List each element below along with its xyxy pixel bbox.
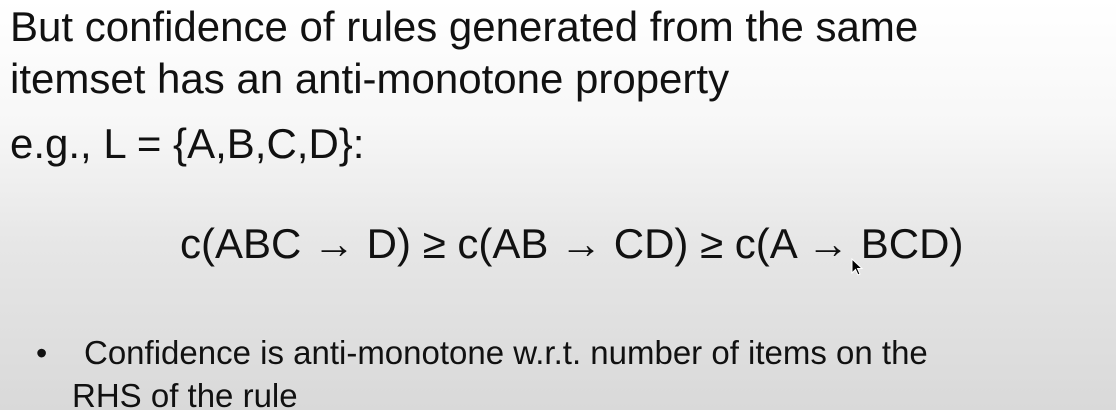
example-itemset: e.g., L = {A,B,C,D}:: [10, 120, 365, 167]
mouse-pointer-icon: [851, 258, 865, 276]
bullet-marker: •: [36, 335, 48, 371]
bullet-text-line-2: RHS of the rule: [72, 377, 298, 414]
slide-title-line-2: itemset has an anti-monotone property: [10, 55, 730, 102]
confidence-inequality-formula: c(ABC → D) ≥ c(AB → CD) ≥ c(A → BCD): [180, 220, 964, 267]
bullet-text-line-1: Confidence is anti-monotone w.r.t. number of items on the: [84, 334, 928, 371]
slide-title-line-1: But confidence of rules generated from the same: [10, 3, 919, 50]
